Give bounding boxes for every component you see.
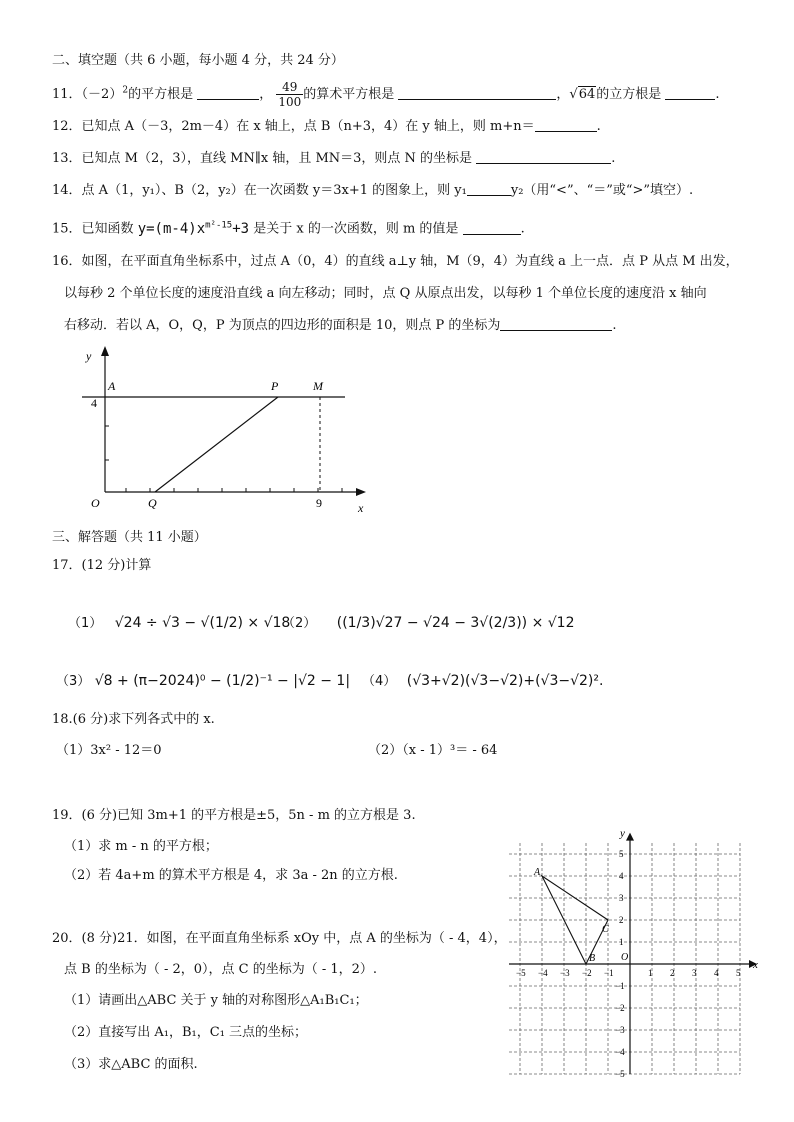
q11-d: 的立方根是 (596, 87, 662, 102)
label-M: M (313, 379, 323, 393)
q20-line-2: 点 B 的坐标为（ - 2，0），点 C 的坐标为（ - 1，2）. (64, 962, 378, 977)
question-11: 11．$(-2)^2$的平方根是 ， $\frac{49}{100}$ 的算术平方根是 ，√64的立方根是 . (52, 80, 720, 109)
figure-q16 (60, 340, 380, 520)
label-y: y (620, 827, 625, 840)
q14-text: 14．点 A（1，y₁）、B（2，y₂）在一次函数 y＝3x+1 的图象上，则 y₁ (52, 183, 467, 198)
q17-part-1: （1） √24 ÷ √3 − √(1/2) × √18 (68, 615, 291, 631)
x-tick-label: −4 (538, 968, 548, 978)
q17-title: 17．(12 分)计算 (52, 558, 152, 573)
x-tick-label: −3 (560, 968, 570, 978)
x-tick-label: −1 (604, 968, 614, 978)
q17-1-expression: √24 ÷ √3 − √(1/2) × √18 (114, 615, 291, 631)
q16-line-3: 右移动．若以 A，O，Q，P 为顶点的四边形的面积是 10，则点 P 的坐标为 . (64, 318, 617, 333)
q14-blank[interactable] (467, 182, 511, 196)
q11-blank-3[interactable] (665, 86, 715, 100)
q18-title: 18.(6 分)求下列各式中的 x. (52, 712, 215, 727)
q15-text-a: 15．已知函数 (52, 221, 134, 237)
q19-part-2: （2）若 4a+m 的算术平方根是 4，求 3a - 2n 的立方根. (64, 868, 398, 883)
q18-part-2: （2）（x - 1）³＝ - 64 (368, 743, 498, 758)
q11-blank-2[interactable] (398, 86, 556, 100)
q12-text: 12．已知点 A（－3，2m－4）在 x 轴上，点 B（n+3，4）在 y 轴上，则 m+n＝ (52, 119, 535, 134)
y-arrow-icon (101, 346, 109, 356)
question-15: 15．已知函数 $y=(m-4)x^{m^2-15}+3$ 是关于 x 的一次函数，则 m 的值是 . (52, 220, 525, 237)
q12-blank[interactable] (535, 118, 597, 132)
q11-fraction: $\frac{49}{100}$ (278, 80, 302, 109)
y-tick-label: −5 (615, 1069, 625, 1079)
y-tick-label: 1 (619, 937, 624, 947)
q16-line-2: 以每秒 2 个单位长度的速度沿直线 a 向左移动；同时，点 Q 从原点出发，以每秒 1 个单位长度的速度沿 x 轴向 (64, 286, 707, 301)
x-tick-label: 5 (736, 968, 741, 978)
q20-part-1: （1）请画出△ABC 关于 y 轴的对称图形△A₁B₁C₁； (64, 993, 368, 1008)
x-tick-label: −5 (516, 968, 526, 978)
label-y: y (86, 349, 92, 363)
q11-b: 的平方根是 (128, 87, 194, 102)
q15-text-b: 是关于 x 的一次函数，则 m 的值是 (253, 221, 459, 237)
label-P: P (271, 379, 279, 393)
q16-line-1: 16．如图，在平面直角坐标系中，过点 A（0，4）的直线 a⊥y 轴，M（9，4）为直线 a 上一点．点 P 从点 M 出发， (52, 254, 739, 269)
q15-function: $y=(m-4)x^{m^2-15}+3$ (137, 220, 250, 237)
question-12: 12．已知点 A（－3，2m－4）在 x 轴上，点 B（n+3，4）在 y 轴上，则 m+n＝ . (52, 119, 601, 134)
label-9: 9 (316, 496, 322, 510)
label-x: x (753, 959, 758, 971)
q11-c: 的算术平方根是 (303, 87, 395, 102)
q20-part-3: （3）求△ABC 的面积. (64, 1057, 198, 1072)
q17-part-4: （4） (√3+√2)(√3−√2)+(√3−√2)². (362, 673, 604, 689)
q14-tail: y₂（用“<”、“＝”或“>”填空）. (510, 183, 694, 198)
q11-blank-1[interactable] (197, 86, 259, 100)
q11-sqrt: 64 (578, 87, 596, 102)
y-arrow-icon (626, 833, 634, 841)
q17-2-expression: ((1/3)√27 − √24 − 3√(2/3)) × √12 (336, 615, 575, 631)
q19-part-1: （1）求 m - n 的平方根； (64, 839, 218, 854)
x-tick-label: 2 (670, 968, 675, 978)
q17-4-expression: (√3+√2)(√3−√2)+(√3−√2)². (406, 673, 604, 689)
y-tick-label: −4 (615, 1047, 625, 1057)
question-13: 13．已知点 M（2，3），直线 MN∥x 轴，且 MN＝3，则点 N 的坐标是 . (52, 151, 616, 166)
y-tick-label: 5 (619, 849, 624, 859)
q17-part-3: （3） √8 + (π−2024)⁰ − (1/2)⁻¹ − |√2 − 1| (56, 673, 351, 689)
x-tick-label: −2 (582, 968, 592, 978)
q19-title: 19．(6 分)已知 3m+1 的平方根是±5，5n - m 的立方根是 3. (52, 808, 416, 823)
label-4: 4 (91, 396, 97, 410)
y-tick-label: −1 (615, 981, 625, 991)
q11-num: 11． (52, 87, 82, 102)
figure-q20-grid (500, 822, 770, 1084)
label-O: O (621, 952, 629, 963)
label-x: x (358, 501, 364, 515)
y-tick-label: 2 (619, 915, 624, 925)
q20-part-2: （2）直接写出 A₁，B₁，C₁ 三点的坐标； (64, 1025, 308, 1040)
label-A: A (534, 867, 541, 878)
q15-blank[interactable] (463, 221, 521, 235)
q17-part-2: （2） ((1/3)√27 − √24 − 3√(2/3)) × √12 (282, 615, 575, 631)
x-tick-label: 1 (648, 968, 653, 978)
q16-blank[interactable] (500, 317, 612, 331)
q13-blank[interactable] (476, 150, 611, 164)
section2-title: 二、填空题（共 6 小题，每小题 4 分，共 24 分） (52, 53, 344, 68)
label-B: B (589, 953, 596, 964)
y-tick-label: −3 (615, 1025, 625, 1035)
x-arrow-icon (356, 488, 366, 496)
q20-line-1: 20．(8 分)21．如图，在平面直角坐标系 xOy 中，点 A 的坐标为（ - 4，4）， (52, 931, 507, 946)
segment-QP (155, 397, 278, 492)
y-tick-label: 4 (619, 871, 624, 881)
section3-title: 三、解答题（共 11 小题） (52, 530, 207, 545)
question-14 (52, 182, 693, 200)
q18-part-1: （1）3x² - 12＝0 (56, 743, 162, 758)
label-A: A (108, 379, 116, 393)
label-O: O (91, 496, 100, 510)
q11-a: （－2） (81, 87, 123, 102)
x-tick-label: 4 (714, 968, 719, 978)
x-tick-label: 3 (692, 968, 697, 978)
y-tick-label: 3 (619, 893, 624, 903)
label-Q: Q (148, 496, 157, 510)
y-tick-label: −2 (615, 1003, 625, 1013)
q17-3-expression: √8 + (π−2024)⁰ − (1/2)⁻¹ − |√2 − 1| (94, 673, 351, 689)
q16-text: 右移动．若以 A，O，Q，P 为顶点的四边形的面积是 10，则点 P 的坐标为 (64, 318, 501, 333)
q13-text: 13．已知点 M（2，3），直线 MN∥x 轴，且 MN＝3，则点 N 的坐标是 (52, 151, 473, 166)
label-C: C (602, 924, 609, 935)
